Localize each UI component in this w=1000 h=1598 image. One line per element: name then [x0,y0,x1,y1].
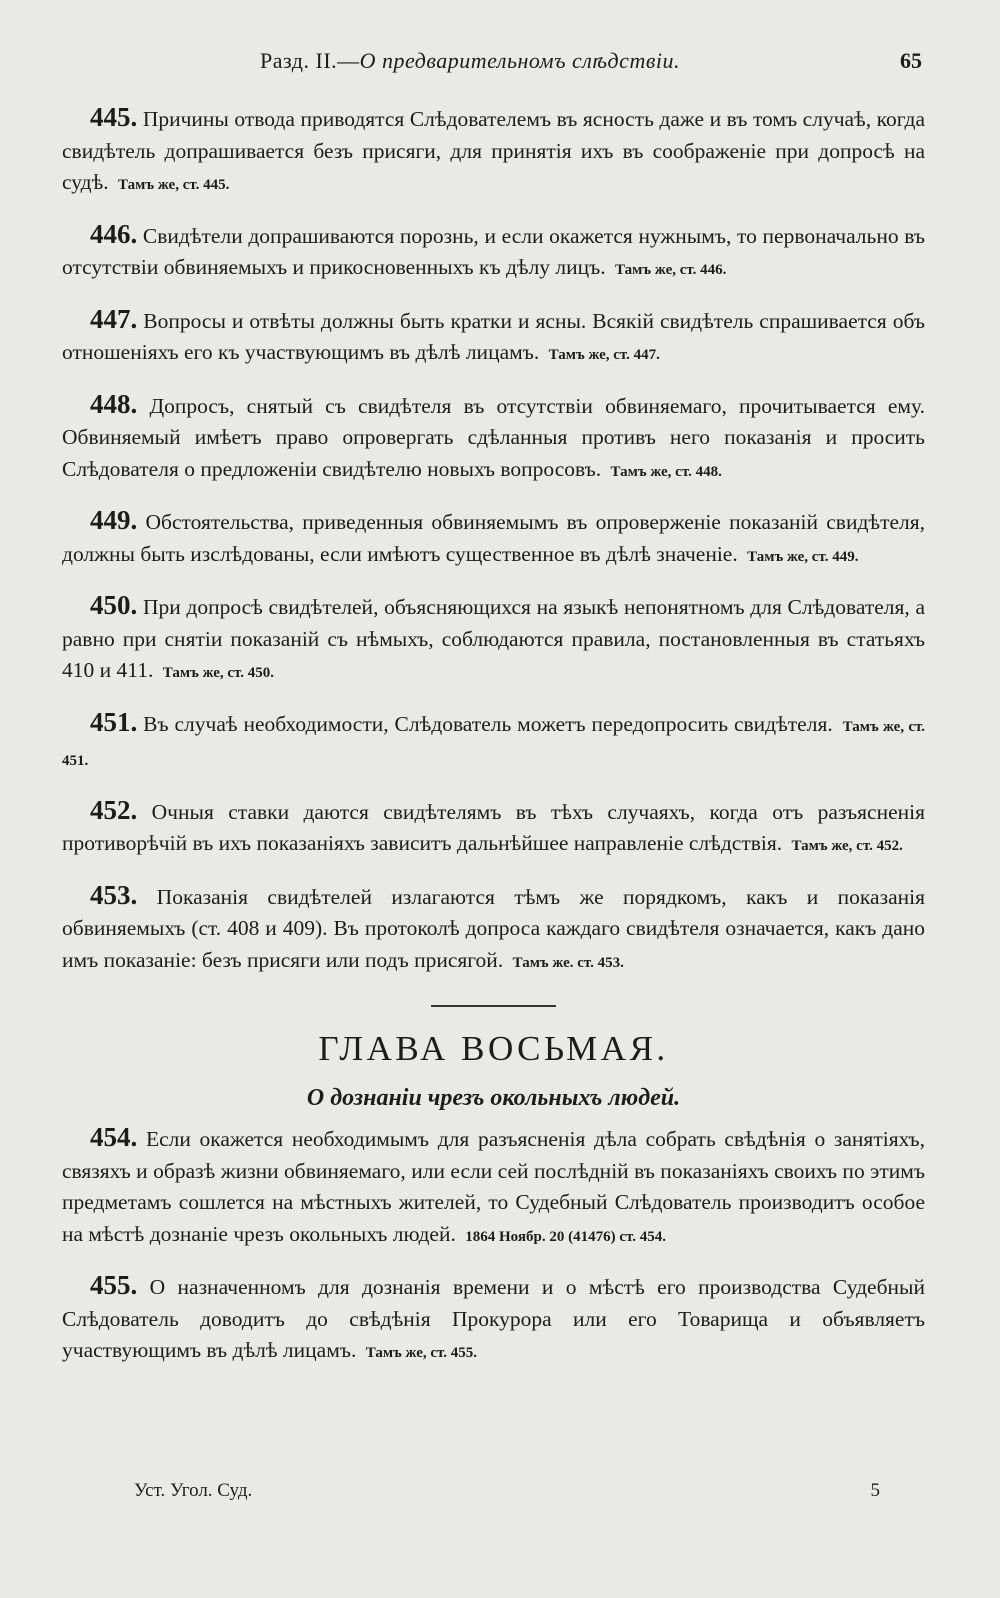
article-paragraph [62,102,925,202]
article-number: 446. [90,218,138,249]
article-list [62,102,925,979]
article-reference: Тамъ же, ст. 445. [118,177,230,193]
article-paragraph [62,1122,925,1253]
article-number: 454. [90,1122,138,1152]
chapter-subtitle: О дознаніи чрезъ окольныхъ людей. [306,1084,681,1111]
page-number: 65 [900,48,922,73]
article-text: Причины отвода приводятся Слѣдователемъ въ ясность даже и въ томъ случаѣ, когда свидѣтель допрашивается безъ присяги, для принятія ихъ въ соображеніе при допросѣ на судѣ. [62,107,925,194]
article-text: Вопросы и отвѣты должны быть кратки и ясны. Всякій свидѣтель спрашивается объ отношеніяхъ его къ участвующимъ въ дѣлѣ лицамъ. [62,308,925,364]
article-number: 451. [90,706,138,737]
article-text: Допросъ, снятый съ свидѣтеля въ отсутствіи обвиняемаго, прочитывается ему. Обвиняемый имѣетъ право опровергать сдѣланныя противъ него показанія и просить Слѣдователя о предложеніи свидѣтелю новыхъ вопросовъ. [62,393,926,481]
article-reference: Тамъ же, ст. 448. [610,463,722,480]
footer-sheet-number: 5 [870,1480,880,1501]
article-paragraph [62,880,925,980]
article-number: 453. [90,879,138,910]
article-reference: 1864 Ноябр. 20 (41476) ст. 454. [465,1228,666,1245]
article-number: 445. [90,102,138,132]
article-paragraph [62,707,925,778]
article-paragraph [62,304,925,372]
article-text: Свидѣтели допрашиваются порознь, и если окажется нужнымъ, то первоначально въ отсутствіи обвиняемыхъ и прикосновенныхъ къ дѣлу лицъ. [62,223,926,279]
article-paragraph [62,590,925,690]
article-paragraph [62,505,925,573]
article-text: Показанія свидѣтелей излагаются тѣмъ же порядкомъ, какъ и показанія обвиняемыхъ (ст. 408 и 409). Въ протоколѣ допроса каждаго свидѣтеля означается, какъ дано имъ показаніе: безъ присяги или подъ присягой. [62,884,925,972]
article-number: 452. [90,794,138,825]
article-reference: Тамъ же, ст. 449. [747,548,859,565]
article-text: О назначенномъ для дознанія времени и о мѣстѣ его производства Судебный Слѣдователь доводитъ до свѣдѣнія Прокурора или его Товарища и объявляетъ участвующимъ въ дѣлѣ лицамъ. [62,1275,925,1362]
article-text: Въ случаѣ необходимости, Слѣдователь можетъ передопросить свидѣтеля. [143,711,833,736]
running-title-prefix: Разд. II.— [260,48,360,73]
article-reference: Тамъ же, ст. 452. [791,838,903,854]
article-paragraph [62,389,925,489]
article-text: Если окажется необходимымъ для разъясненія дѣла собрать свѣдѣнія о занятіяхъ, связяхъ и образѣ жизни обвиняемаго, или если сей послѣдній въ показаніяхъ своихъ по этимъ предметамъ сошлется на мѣстныхъ жителей, то Судебный Слѣдователь производитъ особое на мѣстѣ дознаніе чрезъ окольныхъ людей. [62,1127,926,1246]
article-list-chapter [62,1122,925,1370]
article-reference: Тамъ же, ст. 455. [365,1345,478,1361]
chapter-title: ГЛАВА ВОСЬМАЯ. [318,1029,669,1068]
article-number: 450. [90,590,138,620]
article-reference: Тамъ же, ст. 446. [615,262,727,278]
article-text: При допросѣ свидѣтелей, объясняющихся на языкѣ непонятномъ для Слѣдователя, а равно при снятіи показаній съ нѣмыхъ, соблюдаются правила, постановленныя въ статьяхъ 410 и 411. [62,595,925,682]
article-text: Очныя ставки даются свидѣтелямъ въ тѣхъ случаяхъ, когда отъ разъясненія противорѣчій въ ихъ показаніяхъ зависитъ дальнѣйшее направленіе слѣдствія. [62,799,925,855]
article-number: 447. [90,303,138,334]
section-divider [431,1005,556,1007]
article-number: 455. [90,1270,138,1300]
article-paragraph [62,219,925,287]
page-body [62,102,925,1387]
footer-signature: Уст. Угол. Суд. [134,1480,253,1501]
article-number: 448. [90,388,138,419]
article-reference: Тамъ же, ст. 451. [62,718,926,769]
article-paragraph [62,1270,925,1370]
running-header [60,42,922,82]
article-reference: Тамъ же, ст. 447. [548,347,660,363]
article-paragraph [62,795,925,863]
article-number: 449. [90,505,138,535]
article-text: Обстоятельства, приведенныя обвиняемымъ въ опроверженіе показаній свидѣтеля, должны быть изслѣдованы, если имѣютъ существенное въ дѣлѣ значеніе. [62,510,925,566]
article-reference: Тамъ же. ст. 453. [512,954,624,971]
page-footer [134,1480,880,1510]
running-title-italic: О предварительномъ слѣдствіи. [359,48,680,73]
article-reference: Тамъ же, ст. 450. [162,665,275,681]
running-title [260,48,680,74]
